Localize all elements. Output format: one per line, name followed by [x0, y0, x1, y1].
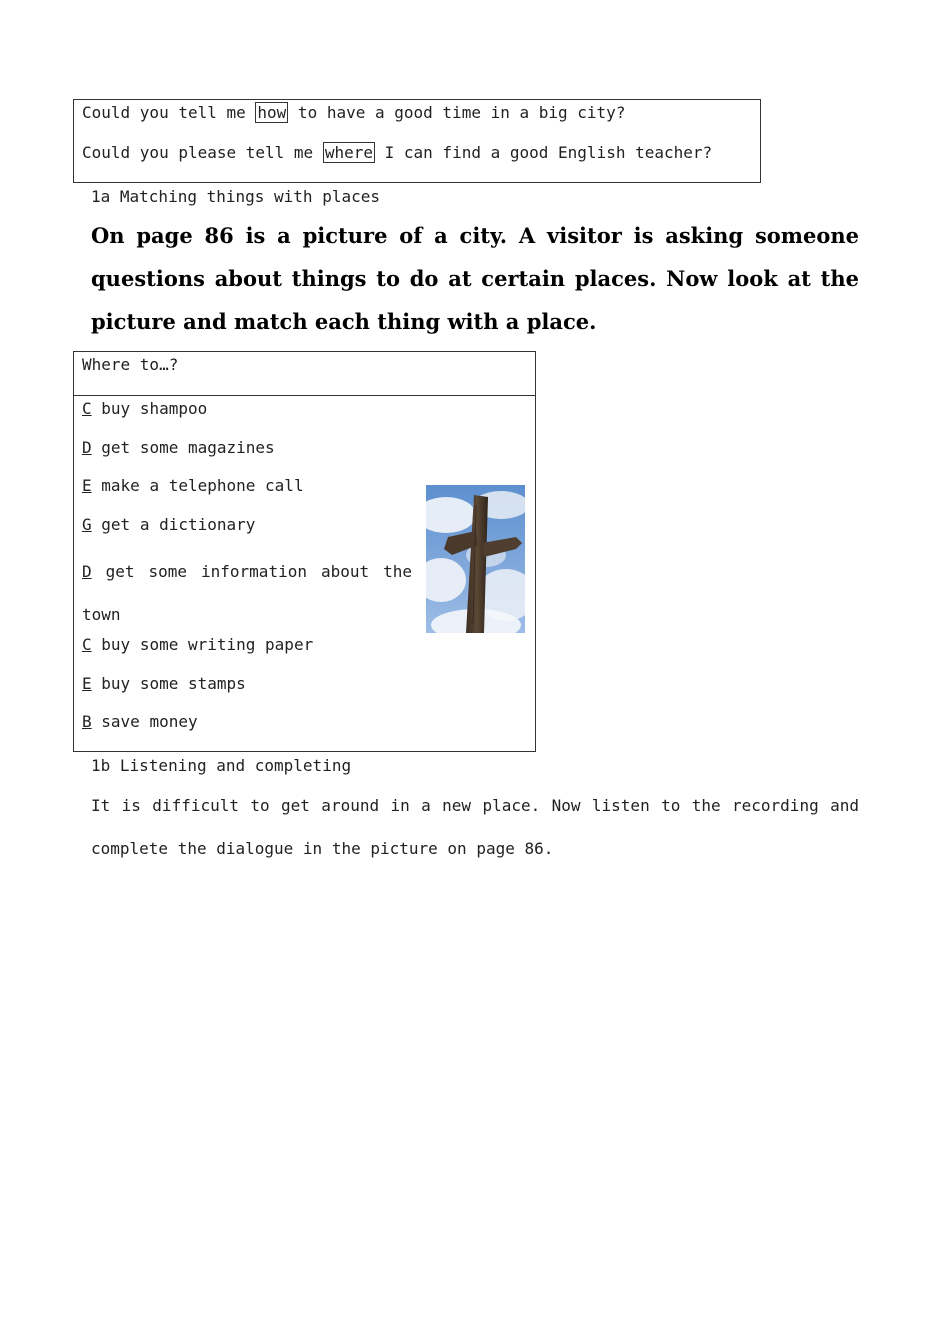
- item-text: get some information about the town: [82, 562, 412, 624]
- answer-letter: D: [82, 562, 92, 581]
- item-text: buy some writing paper: [101, 635, 314, 654]
- sentence-text: to have a good time in a big city?: [288, 103, 626, 122]
- list-item: [82, 476, 304, 495]
- section-1a-instructions: On page 86 is a picture of a city. A visitor is asking someone questions about things to do at certain places. Now look at the picture and match each thing with a place.: [91, 223, 859, 334]
- boxed-keyword: where: [324, 143, 373, 162]
- sentence-text: I can find a good English teacher?: [375, 143, 713, 162]
- list-item: [82, 635, 313, 654]
- section-1a-heading: 1a Matching things with places: [91, 187, 380, 206]
- answer-letter: C: [82, 635, 92, 654]
- answer-letter: E: [82, 674, 92, 693]
- matching-table: [73, 351, 536, 752]
- sentence-text: Could you please tell me: [82, 143, 323, 162]
- answer-letter: E: [82, 476, 92, 495]
- example-sentence-2: [82, 143, 712, 162]
- list-item: [82, 712, 198, 731]
- list-item: [82, 674, 246, 693]
- list-item: [82, 399, 207, 418]
- item-text: get a dictionary: [101, 515, 256, 534]
- table-header: [74, 352, 535, 396]
- list-item: [82, 515, 255, 534]
- table-header-text: Where to…?: [82, 355, 179, 374]
- example-sentences-box: [73, 99, 761, 183]
- answer-letter: B: [82, 712, 92, 731]
- signpost-illustration: [426, 485, 525, 633]
- item-text: save money: [101, 712, 198, 731]
- answer-letter: G: [82, 515, 92, 534]
- section-1b-text: It is difficult to get around in a new place. Now listen to the recording and complete the dialogue in the picture on page 86.: [91, 796, 859, 858]
- boxed-keyword: how: [257, 103, 287, 122]
- sentence-text: Could you tell me: [82, 103, 256, 122]
- item-text: make a telephone call: [101, 476, 304, 495]
- list-item: [82, 438, 275, 457]
- signpost-photo: [426, 485, 525, 633]
- example-sentence-1: [82, 103, 625, 122]
- item-text: get some magazines: [101, 438, 275, 457]
- item-text: buy shampoo: [101, 399, 208, 418]
- answer-letter: C: [82, 399, 92, 418]
- section-1b-heading: 1b Listening and completing: [91, 756, 352, 775]
- answer-letter: D: [82, 438, 92, 457]
- item-text: buy some stamps: [101, 674, 246, 693]
- list-item: [82, 550, 412, 636]
